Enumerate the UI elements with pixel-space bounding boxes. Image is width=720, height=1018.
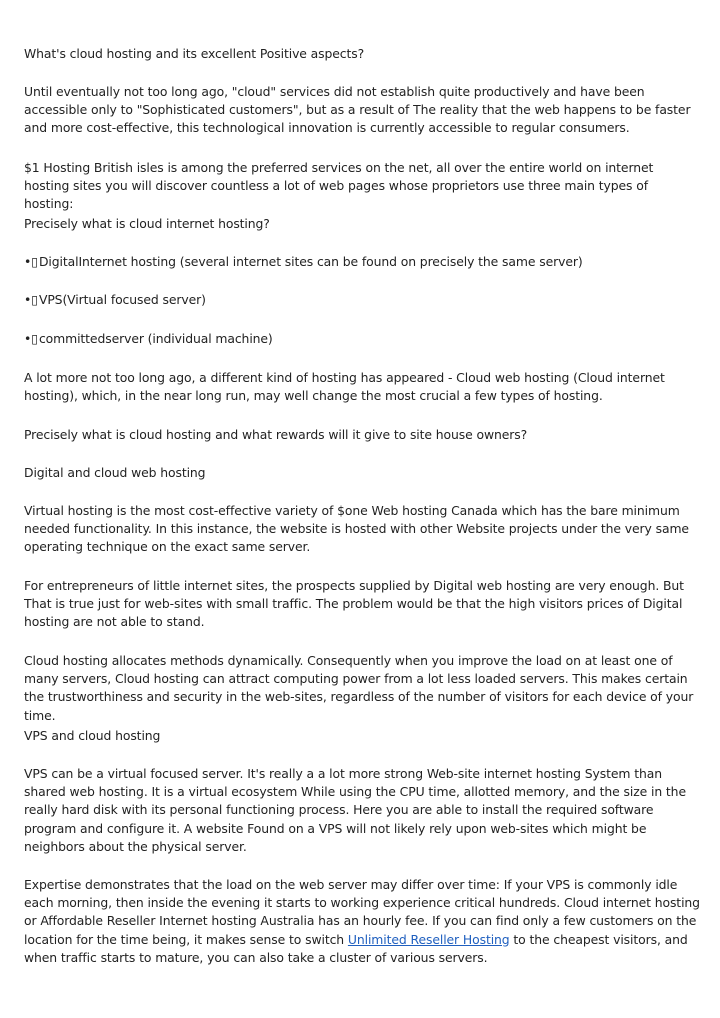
paragraph-expertise-text-start: Expertise demonstrates that the load on the web server may differ over time: If your VPS is commonly idle each morning, then inside the evening it starts to working experience critical hundreds. Cloud internet hosting or Affordable Reseller Internet hosting Australia has an hourly fee. If you can find only a few customers on the location for the time being, it makes sense to switch: [24, 877, 700, 947]
question-cloud-hosting: Precisely what is cloud internet hosting?: [24, 216, 270, 231]
bullet-lead: Digital: [38, 254, 79, 269]
bullet-lead: committed: [38, 331, 106, 346]
section-heading-vps-cloud: VPS and cloud hosting: [24, 728, 161, 743]
paragraph-intro: Until eventually not too long ago, "cloud" services did not establish quite productively and have been accessible only to "Sophisticated customers", but as a result of The reality that the web happens to be faster and more cost-effective, this technological innovation is currently accessible to regular consumers.: [24, 84, 691, 136]
article-heading: What's cloud hosting and its excellent Positive aspects?: [24, 46, 365, 61]
paragraph-entrepreneurs: For entrepreneurs of little internet sites, the prospects supplied by Digital web hosting are very enough. But That is true just for web-sites with small traffic. The problem would be that the high visitors prices of Digital hosting are not able to stand.: [24, 578, 684, 630]
bullet-icon: •▯: [24, 254, 38, 269]
bullet-item-dedicated: [24, 330, 700, 348]
paragraph-expertise: [24, 876, 700, 967]
paragraph-cloud-allocates: Cloud hosting allocates methods dynamically. Consequently when you improve the load on at least one of many servers, Cloud hosting can attract computing power from a lot less loaded servers. This makes certain the trustworthiness and security in the web-sites, regardless of the number of visitors for each device of your time.: [24, 653, 694, 723]
bullet-item-virtual: [24, 253, 700, 271]
paragraph-cloud-appeared: A lot more not too long ago, a different kind of hosting has appeared - Cloud web hosting (Cloud internet hosting), which, in the near long run, may well change the most crucial a few types of hosting.: [24, 370, 665, 404]
paragraph-expertise-text-end: to the cheapest visitors, and when traffic starts to mature, you can also take a cluster of various servers.: [24, 931, 688, 965]
bullet-text: (Virtual focused server): [62, 292, 206, 307]
bullet-item-vps: [24, 291, 700, 309]
paragraph-hosting-types: $1 Hosting British isles is among the preferred services on the net, all over the entire world on internet hosting sites you will discover countless a lot of web pages whose proprietors use three main types of hosting:: [24, 160, 654, 212]
bullet-lead: VPS: [38, 292, 63, 307]
bullet-text: Internet hosting (several internet sites can be found on precisely the same server): [78, 254, 583, 269]
bullet-icon: •▯: [24, 331, 38, 346]
unlimited-reseller-hosting-link[interactable]: Unlimited Reseller Hosting: [347, 931, 510, 947]
paragraph-vps: VPS can be a virtual focused server. It's really a a lot more strong Web-site internet hosting System than shared web hosting. It is a virtual ecosystem While using the CPU time, allotted memory, and the size in the really hard disk with its personal functioning process. Here you are able to install the required software program and configure it. A website Found on a VPS will not likely rely upon web-sites which might be neighbors about the physical server.: [24, 766, 686, 854]
bullet-icon: •▯: [24, 292, 38, 307]
question-cloud-rewards: Precisely what is cloud hosting and what rewards will it give to site house owners?: [24, 427, 528, 442]
paragraph-virtual-hosting: Virtual hosting is the most cost-effective variety of $one Web hosting Canada which has the bare minimum needed functionality. In this instance, the website is hosted with other Website projects under the very same operating technique on the exact same server.: [24, 503, 689, 555]
section-heading-digital-cloud: Digital and cloud web hosting: [24, 465, 206, 480]
bullet-text: server (individual machine): [105, 331, 273, 346]
